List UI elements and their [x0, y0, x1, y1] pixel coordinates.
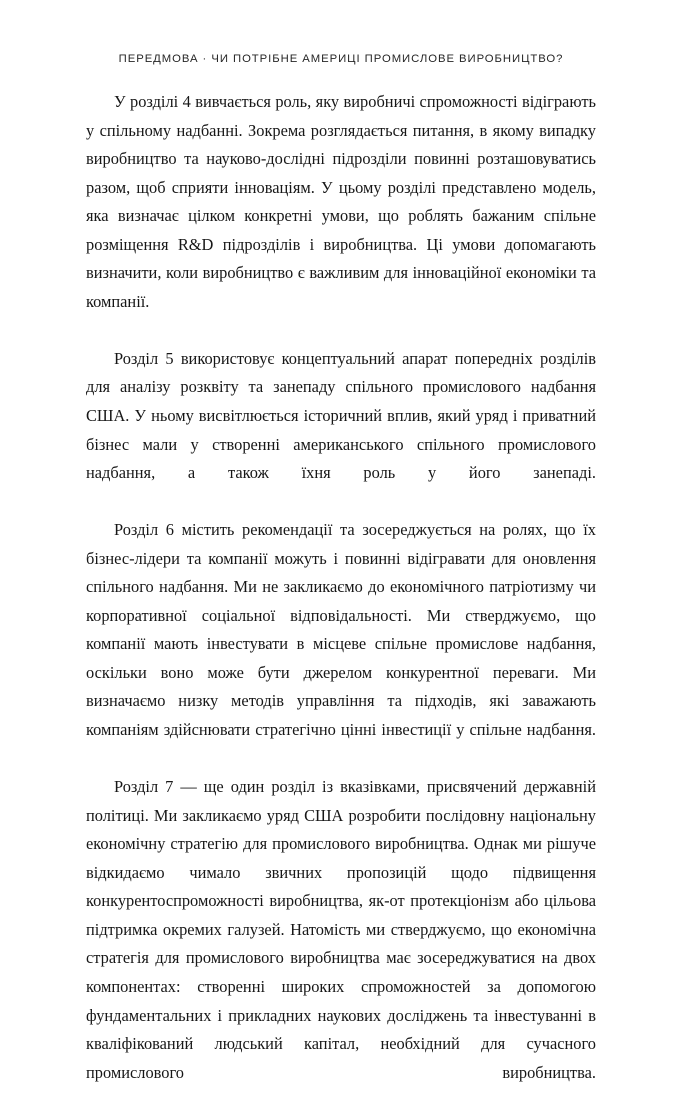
paragraph: У розділі 4 вивчається роль, яку виробничі спроможності відіграють у спільному надбанні. Зокрема розглядається питання, в якому випадку виробництво та науково-дослідні підрозділи повинні розташовуватись разом, щоб сприяти інноваціям. У цьому розділі представлено модель, яка визначає цілком конкретні умови, що роблять бажаним спільне розміщення R&D підрозділів і виробництва. Ці умови допомагають визначити, коли виробництво є важливим для інноваційної економіки та компанії.	[86, 92, 596, 311]
body-text-block	[86, 88, 596, 1116]
running-header-text: ПЕРЕДМОВА · ЧИ ПОТРІБНЕ АМЕРИЦІ ПРОМИСЛОВЕ ВИРОБНИЦТВО?	[118, 53, 564, 65]
paragraph: Розділ 7 — ще один розділ із вказівками, присвячений державній політиці. Ми закликаємо уряд США розробити послідовну національну економічну стратегію для промислового виробництва. Однак ми рішуче відкидаємо чимало звичних пропозицій щодо підвищення конкурентоспроможності виробництва, як-от протекціонізм або цільова підтримка окремих галузей. Натомість ми стверджуємо, що економічна стратегія для промислового виробництва має зосереджуватися на двох компонентах: створенні широких спроможностей за допомогою фундаментальних і прикладних наукових досліджень та інвестуванні в кваліфікований людський капітал, необхідний для сучасного промислового виробництва.	[86, 777, 596, 1082]
paragraph: Розділ 6 містить рекомендації та зосереджується на ролях, що їх бізнес-лідери та компанії можуть і повинні відігравати для оновлення спільного надбання. Ми не закликаємо до економічного патріотизму чи корпоративної соціальної відповідальності. Ми стверджуємо, що компанії мають інвестувати в місцеве спільне промислове надбання, оскільки воно може бути джерелом конкурентної переваги. Ми визначаємо низку методів управління та підходів, які заважають компаніям здійснювати стратегічно цінні інвестиції у спільне надбання.	[86, 520, 596, 740]
running-header	[86, 52, 596, 66]
paragraph: Розділ 5 використовує концептуальний апарат попередніх розділів для аналізу розквіту та занепаду спільного промислового надбання США. У ньому висвітлюється історичний вплив, який уряд і приватний бізнес мали у створенні американського спільного промислового надбання, а також їхня роль у його занепаді.	[86, 348, 596, 483]
